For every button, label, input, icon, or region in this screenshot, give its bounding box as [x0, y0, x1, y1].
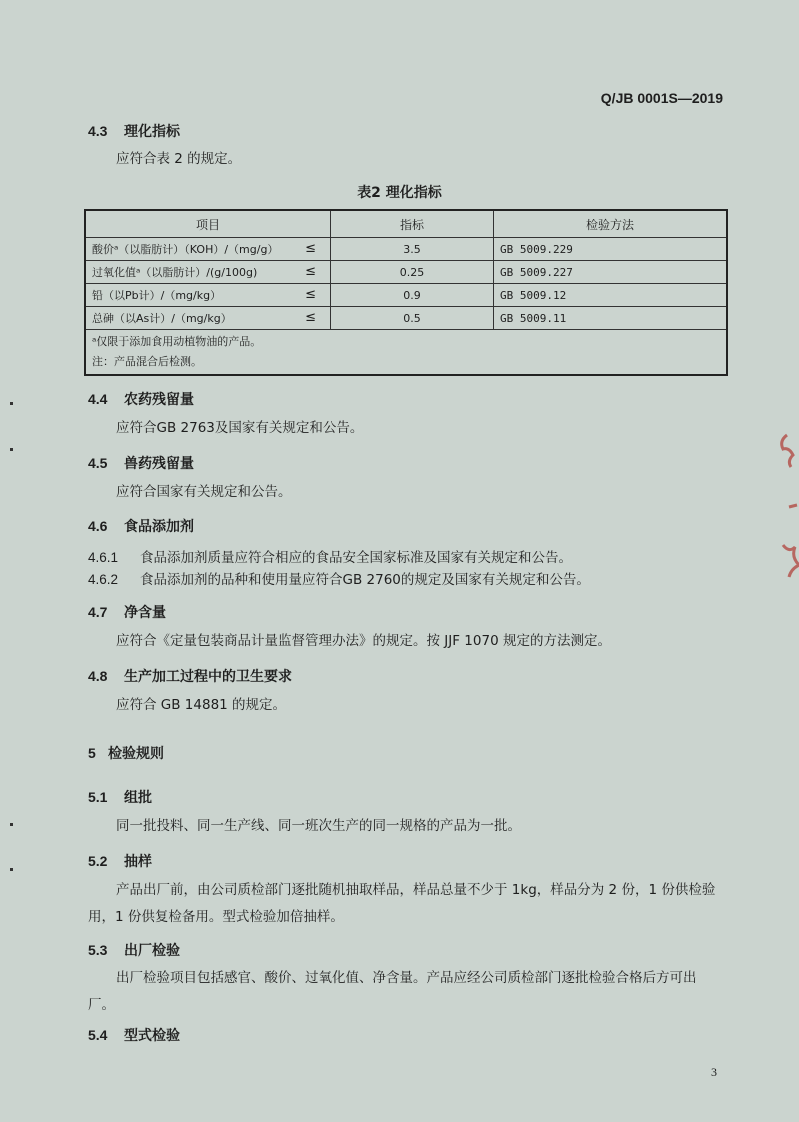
physicochemical-table: [84, 209, 728, 376]
subsection-number: 4.6.1: [88, 550, 119, 565]
relation-sign: ≤: [305, 264, 316, 279]
footnote-a: ᵃ仅限于添加食用动植物油的产品。: [92, 335, 262, 348]
row-item: [85, 284, 331, 307]
section-number: 5.3: [88, 942, 108, 958]
section-number: 5.2: [88, 853, 108, 869]
subsection-number: 4.6.2: [88, 572, 119, 587]
section-5-1-text: 同一批投料、同一生产线、同一班次生产的同一规格的产品为一批。: [116, 818, 521, 834]
section-4-3-heading: [88, 121, 180, 141]
row-value: 3.5: [331, 238, 494, 261]
row-value: 0.5: [331, 307, 494, 330]
section-5-heading: [88, 743, 164, 763]
punch-mark: [10, 823, 13, 826]
subsection-4-6-1: [88, 546, 572, 566]
row-item: [85, 238, 331, 261]
row-method: GB 5009.227: [494, 261, 728, 284]
table-header-row: [85, 210, 727, 238]
section-number: 5.4: [88, 1027, 108, 1043]
relation-sign: ≤: [305, 287, 316, 302]
section-4-6-heading: [88, 516, 194, 536]
section-title: 抽样: [124, 854, 152, 870]
section-5-3-text: 出厂检验项目包括感官、酸价、过氧化值、净含量。产品应经公司质检部门逐批检验合格后方可出厂。: [88, 970, 697, 1013]
subsection-4-6-2: [88, 568, 590, 588]
section-number: 4.6: [88, 518, 108, 534]
row-value: 0.25: [331, 261, 494, 284]
section-5-4-heading: [88, 1025, 180, 1045]
item-label: 铅（以Pb计）/（mg/kg）: [92, 289, 222, 302]
item-label: 酸价ᵃ（以脂肪计）（KOH）/（mg/g）: [92, 243, 279, 256]
document-code: Q/JB 0001S—2019: [600, 90, 723, 106]
section-number: 4.5: [88, 455, 108, 471]
section-5-1-heading: [88, 787, 152, 807]
section-title: 组批: [124, 790, 152, 806]
section-title: 兽药残留量: [124, 456, 194, 472]
subsection-text: 食品添加剂的品种和使用量应符合GB 2760的规定及国家有关规定和公告。: [140, 572, 590, 588]
section-4-7-text: 应符合《定量包装商品计量监督管理办法》的规定。按 JJF 1070 规定的方法测定。: [116, 633, 611, 649]
section-4-5-heading: [88, 453, 194, 473]
relation-sign: ≤: [305, 241, 316, 256]
section-4-8-text: 应符合 GB 14881 的规定。: [116, 697, 287, 713]
section-number: 5.1: [88, 789, 108, 805]
row-item: [85, 307, 331, 330]
section-4-5-text: 应符合国家有关规定和公告。: [116, 484, 292, 500]
table-row: [85, 307, 727, 330]
row-item: [85, 261, 331, 284]
section-title: 净含量: [124, 605, 166, 621]
section-4-3-text: 应符合表 2 的规定。: [116, 151, 242, 167]
header-method: 检验方法: [494, 210, 728, 238]
section-number: 4.8: [88, 668, 108, 684]
header-value: 指标: [331, 210, 494, 238]
page-number: 3: [711, 1065, 717, 1079]
relation-sign: ≤: [305, 310, 316, 325]
section-number: 5: [88, 745, 96, 761]
table-caption: 表2 理化指标: [357, 185, 442, 201]
section-title: 生产加工过程中的卫生要求: [124, 669, 292, 685]
table-row: [85, 238, 727, 261]
section-number: 4.7: [88, 604, 108, 620]
header-item: 项目: [85, 210, 331, 238]
section-number: 4.3: [88, 123, 108, 139]
item-label: 过氧化值ᵃ（以脂肪计）/(g/100g): [92, 266, 258, 279]
row-method: GB 5009.229: [494, 238, 728, 261]
row-method: GB 5009.12: [494, 284, 728, 307]
row-method: GB 5009.11: [494, 307, 728, 330]
item-label: 总砷（以As计）/（mg/kg）: [92, 312, 232, 325]
punch-mark: [10, 868, 13, 871]
section-5-2-text: 产品出厂前，由公司质检部门逐批随机抽取样品，样品总量不少于 1kg，样品分为 2 份，1 份供检验用，1 份供复检备用。型式检验加倍抽样。: [88, 882, 716, 925]
section-5-2-heading: [88, 851, 152, 871]
table-notes: [85, 330, 727, 376]
section-5-3-heading: [88, 940, 180, 960]
section-title: 检验规则: [108, 746, 164, 762]
section-title: 农药残留量: [124, 392, 194, 408]
table-row: [85, 261, 727, 284]
section-title: 出厂检验: [124, 943, 180, 959]
table-row: [85, 284, 727, 307]
punch-mark: [10, 448, 13, 451]
section-4-4-heading: [88, 389, 194, 409]
subsection-text: 食品添加剂质量应符合相应的食品安全国家标准及国家有关规定和公告。: [140, 550, 572, 566]
seal-stamp-edge: [769, 425, 799, 595]
section-title: 型式检验: [124, 1028, 180, 1044]
table-notes-row: [85, 330, 727, 376]
row-value: 0.9: [331, 284, 494, 307]
section-4-7-heading: [88, 602, 166, 622]
table-note: 注：产品混合后检测。: [92, 355, 202, 368]
section-number: 4.4: [88, 391, 108, 407]
punch-mark: [10, 402, 13, 405]
section-title: 食品添加剂: [124, 519, 194, 535]
section-4-4-text: 应符合GB 2763及国家有关规定和公告。: [116, 420, 364, 436]
section-4-8-heading: [88, 666, 292, 686]
section-title: 理化指标: [124, 124, 180, 140]
